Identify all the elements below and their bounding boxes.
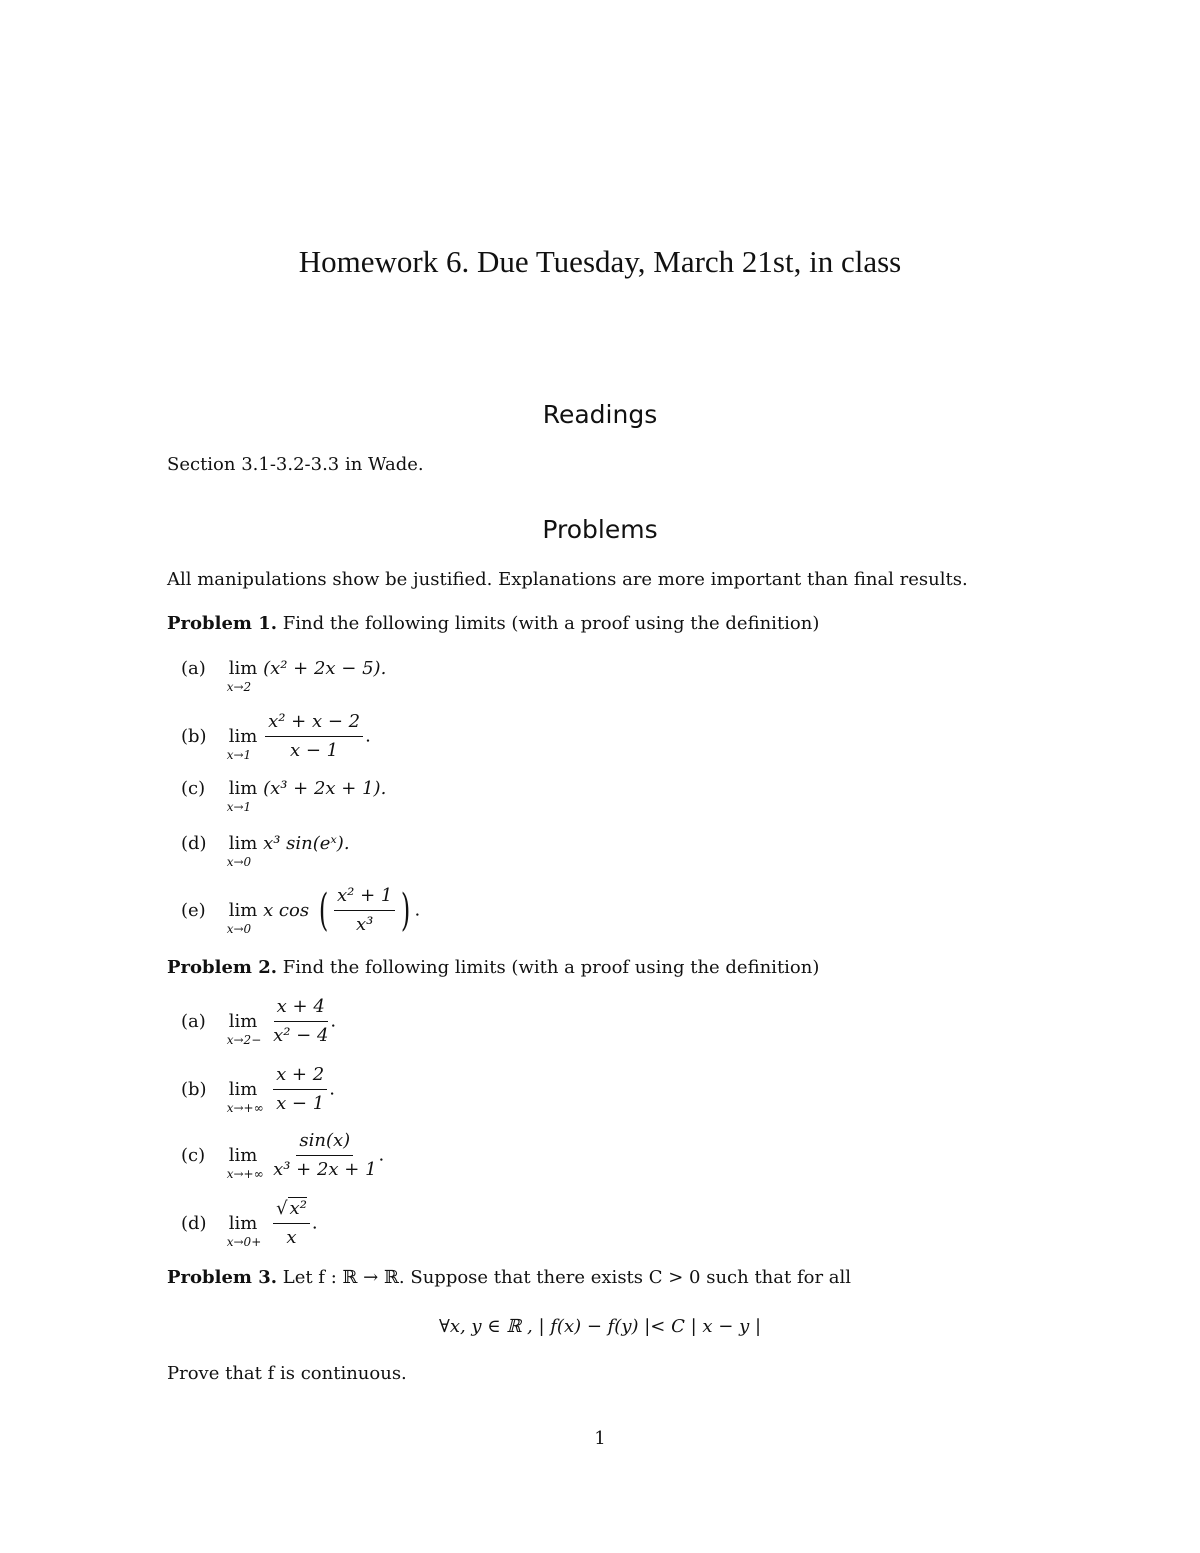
- problem-1-statement: [167, 613, 819, 634]
- problem-1e: (e) lim x→0 x cos ( $\frac{\text{x² + 1}}{\text{x³}}$ ) .: [181, 884, 421, 936]
- page-number: 1: [594, 1428, 606, 1449]
- problem-2b: (b) lim x→+∞ $\frac{x + 2}{x - 1}$ .: [181, 1064, 335, 1115]
- problem-2-label: Problem 2.: [167, 957, 278, 978]
- page-title: Homework 6. Due Tuesday, March 21st, in class: [298, 244, 902, 279]
- problem-1d: (d) lim x→0 x³ sin(eˣ).: [181, 833, 350, 869]
- problem-2a: (a) lim x→2− $\frac{x + 4}{\text{x² − 4}}$ .: [181, 996, 337, 1047]
- readings-text: Section 3.1-3.2-3.3 in Wade.: [167, 454, 424, 475]
- problem-3-label: Problem 3.: [167, 1267, 278, 1288]
- problems-heading: Problems: [542, 515, 658, 544]
- problems-intro: All manipulations show be justified. Explanations are more important than final results.: [167, 569, 968, 590]
- problem-3-statement: [167, 1267, 851, 1288]
- problem-1-label: Problem 1.: [167, 613, 278, 634]
- problem-1b: (b) lim x→1 $\frac{\text{x² + x − 2}}{x - 1}$ .: [181, 711, 371, 762]
- problem-1c: (c) lim x→1 (x³ + 2x + 1).: [181, 778, 387, 814]
- problem-3-conclusion: Prove that f is continuous.: [167, 1363, 407, 1384]
- problem-2d: (d) lim x→0+ $\frac{\text{√ x²}}{x}$ .: [181, 1198, 318, 1249]
- problem-3-display: ∀x, y ∈ ℝ , | f(x) − f(y) |< C | x − y |: [438, 1316, 762, 1337]
- problem-2-text: Find the following limits (with a proof using the definition): [282, 957, 820, 978]
- problem-1-text: Find the following limits (with a proof using the definition): [282, 613, 820, 634]
- problem-3-text: Let f : ℝ → ℝ. Suppose that there exists C > 0 such that for all: [282, 1267, 852, 1288]
- problem-2c: (c) lim x→+∞ $\frac{\sin(x)}{\text{x³ + 2x + 1}}$ .: [181, 1130, 385, 1181]
- problem-1a: (a) lim x→2 (x² + 2x − 5).: [181, 658, 387, 694]
- problem-2-statement: [167, 957, 819, 978]
- readings-heading: Readings: [542, 400, 658, 429]
